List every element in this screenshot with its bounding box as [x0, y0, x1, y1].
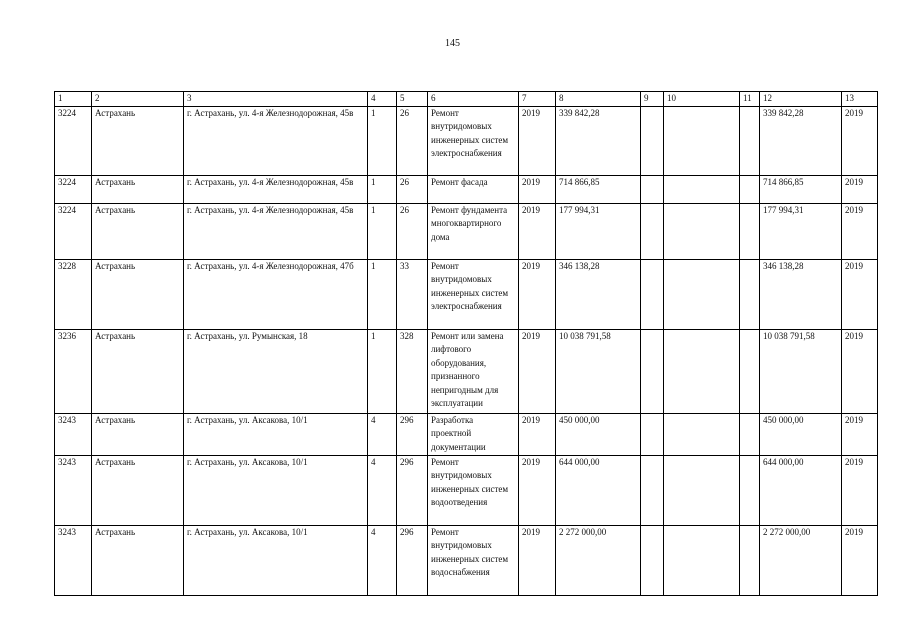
col-11-value: [740, 203, 760, 259]
year-end: 2019: [842, 525, 878, 595]
table-row: [55, 175, 878, 203]
table-row: [55, 203, 878, 259]
col-4-value: 1: [368, 203, 397, 259]
address: г. Астрахань, ул. Аксакова, 10/1: [184, 413, 368, 455]
table-row: [55, 455, 878, 525]
col-9-value: [641, 259, 664, 329]
cost-repeat: 339 842,28: [760, 106, 842, 175]
address: г. Астрахань, ул. 4-я Железнодорожная, 45в: [184, 106, 368, 175]
column-header: 3: [184, 92, 368, 107]
year-end: 2019: [842, 106, 878, 175]
col-9-value: [641, 413, 664, 455]
col-5-value: 26: [397, 203, 428, 259]
row-number: 3243: [55, 455, 92, 525]
city-name: Астрахань: [92, 259, 184, 329]
col-9-value: [641, 329, 664, 413]
city-name: Астрахань: [92, 525, 184, 595]
col-5-value: 296: [397, 455, 428, 525]
row-number: 3224: [55, 175, 92, 203]
column-header: 12: [760, 92, 842, 107]
year-start: 2019: [519, 455, 556, 525]
col-11-value: [740, 455, 760, 525]
col-11-value: [740, 259, 760, 329]
work-description: Ремонт внутридомовых инженерных систем водоотведения: [428, 455, 519, 525]
row-number: 3236: [55, 329, 92, 413]
work-description: Ремонт фасада: [428, 175, 519, 203]
cost-repeat: 714 866,85: [760, 175, 842, 203]
address: г. Астрахань, ул. 4-я Железнодорожная, 45в: [184, 203, 368, 259]
year-end: 2019: [842, 175, 878, 203]
cost-total: 644 000,00: [556, 455, 641, 525]
city-name: Астрахань: [92, 106, 184, 175]
row-number: 3228: [55, 259, 92, 329]
column-header: 8: [556, 92, 641, 107]
table-row: [55, 259, 878, 329]
cost-total: 346 138,28: [556, 259, 641, 329]
column-header: 4: [368, 92, 397, 107]
col-4-value: 1: [368, 175, 397, 203]
column-header: 6: [428, 92, 519, 107]
col-10-value: [664, 455, 740, 525]
col-9-value: [641, 455, 664, 525]
cost-repeat: 2 272 000,00: [760, 525, 842, 595]
col-11-value: [740, 329, 760, 413]
col-9-value: [641, 106, 664, 175]
year-end: 2019: [842, 455, 878, 525]
work-description: Ремонт фундамента многоквартирного дома: [428, 203, 519, 259]
column-header: 11: [740, 92, 760, 107]
col-9-value: [641, 525, 664, 595]
table-row: [55, 525, 878, 595]
col-11-value: [740, 413, 760, 455]
year-start: 2019: [519, 329, 556, 413]
address: г. Астрахань, ул. Румынская, 18: [184, 329, 368, 413]
cost-repeat: 10 038 791,58: [760, 329, 842, 413]
row-number: 3243: [55, 413, 92, 455]
col-10-value: [664, 259, 740, 329]
col-5-value: 328: [397, 329, 428, 413]
work-description: Ремонт или замена лифтового оборудования, признанного непригодным для эксплуатации: [428, 329, 519, 413]
work-description: Разработка проектной документации: [428, 413, 519, 455]
city-name: Астрахань: [92, 175, 184, 203]
col-11-value: [740, 175, 760, 203]
page-number: 145: [445, 38, 460, 49]
table-row: [55, 329, 878, 413]
address: г. Астрахань, ул. Аксакова, 10/1: [184, 525, 368, 595]
work-description: Ремонт внутридомовых инженерных систем электроснабжения: [428, 106, 519, 175]
cost-repeat: 450 000,00: [760, 413, 842, 455]
work-description: Ремонт внутридомовых инженерных систем электроснабжения: [428, 259, 519, 329]
column-header: 9: [641, 92, 664, 107]
col-10-value: [664, 203, 740, 259]
row-number: 3224: [55, 106, 92, 175]
year-start: 2019: [519, 525, 556, 595]
work-description: Ремонт внутридомовых инженерных систем водоснабжения: [428, 525, 519, 595]
cost-total: 714 866,85: [556, 175, 641, 203]
column-header: 7: [519, 92, 556, 107]
col-10-value: [664, 413, 740, 455]
cost-repeat: 346 138,28: [760, 259, 842, 329]
year-start: 2019: [519, 175, 556, 203]
header-row: [55, 92, 878, 107]
col-11-value: [740, 525, 760, 595]
year-end: 2019: [842, 259, 878, 329]
col-5-value: 296: [397, 525, 428, 595]
city-name: Астрахань: [92, 329, 184, 413]
col-5-value: 26: [397, 175, 428, 203]
col-4-value: 4: [368, 525, 397, 595]
col-4-value: 1: [368, 106, 397, 175]
table-row: [55, 413, 878, 455]
column-header: 10: [664, 92, 740, 107]
row-number: 3243: [55, 525, 92, 595]
col-4-value: 1: [368, 259, 397, 329]
cost-total: 177 994,31: [556, 203, 641, 259]
col-4-value: 4: [368, 413, 397, 455]
year-start: 2019: [519, 259, 556, 329]
address: г. Астрахань, ул. 4-я Железнодорожная, 47б: [184, 259, 368, 329]
year-end: 2019: [842, 329, 878, 413]
column-header: 13: [842, 92, 878, 107]
year-start: 2019: [519, 203, 556, 259]
col-11-value: [740, 106, 760, 175]
col-5-value: 33: [397, 259, 428, 329]
cost-repeat: 177 994,31: [760, 203, 842, 259]
address: г. Астрахань, ул. Аксакова, 10/1: [184, 455, 368, 525]
cost-total: 2 272 000,00: [556, 525, 641, 595]
column-header: 5: [397, 92, 428, 107]
city-name: Астрахань: [92, 413, 184, 455]
city-name: Астрахань: [92, 455, 184, 525]
column-header: 1: [55, 92, 92, 107]
col-10-value: [664, 175, 740, 203]
city-name: Астрахань: [92, 203, 184, 259]
col-10-value: [664, 329, 740, 413]
year-start: 2019: [519, 106, 556, 175]
col-10-value: [664, 106, 740, 175]
col-4-value: 4: [368, 455, 397, 525]
year-end: 2019: [842, 203, 878, 259]
col-5-value: 26: [397, 106, 428, 175]
year-end: 2019: [842, 413, 878, 455]
row-number: 3224: [55, 203, 92, 259]
address: г. Астрахань, ул. 4-я Железнодорожная, 45в: [184, 175, 368, 203]
cost-repeat: 644 000,00: [760, 455, 842, 525]
col-10-value: [664, 525, 740, 595]
col-9-value: [641, 175, 664, 203]
col-5-value: 296: [397, 413, 428, 455]
col-4-value: 1: [368, 329, 397, 413]
capital-repair-table: [54, 91, 878, 596]
year-start: 2019: [519, 413, 556, 455]
cost-total: 450 000,00: [556, 413, 641, 455]
column-header: 2: [92, 92, 184, 107]
col-9-value: [641, 203, 664, 259]
cost-total: 339 842,28: [556, 106, 641, 175]
cost-total: 10 038 791,58: [556, 329, 641, 413]
table-row: [55, 106, 878, 175]
